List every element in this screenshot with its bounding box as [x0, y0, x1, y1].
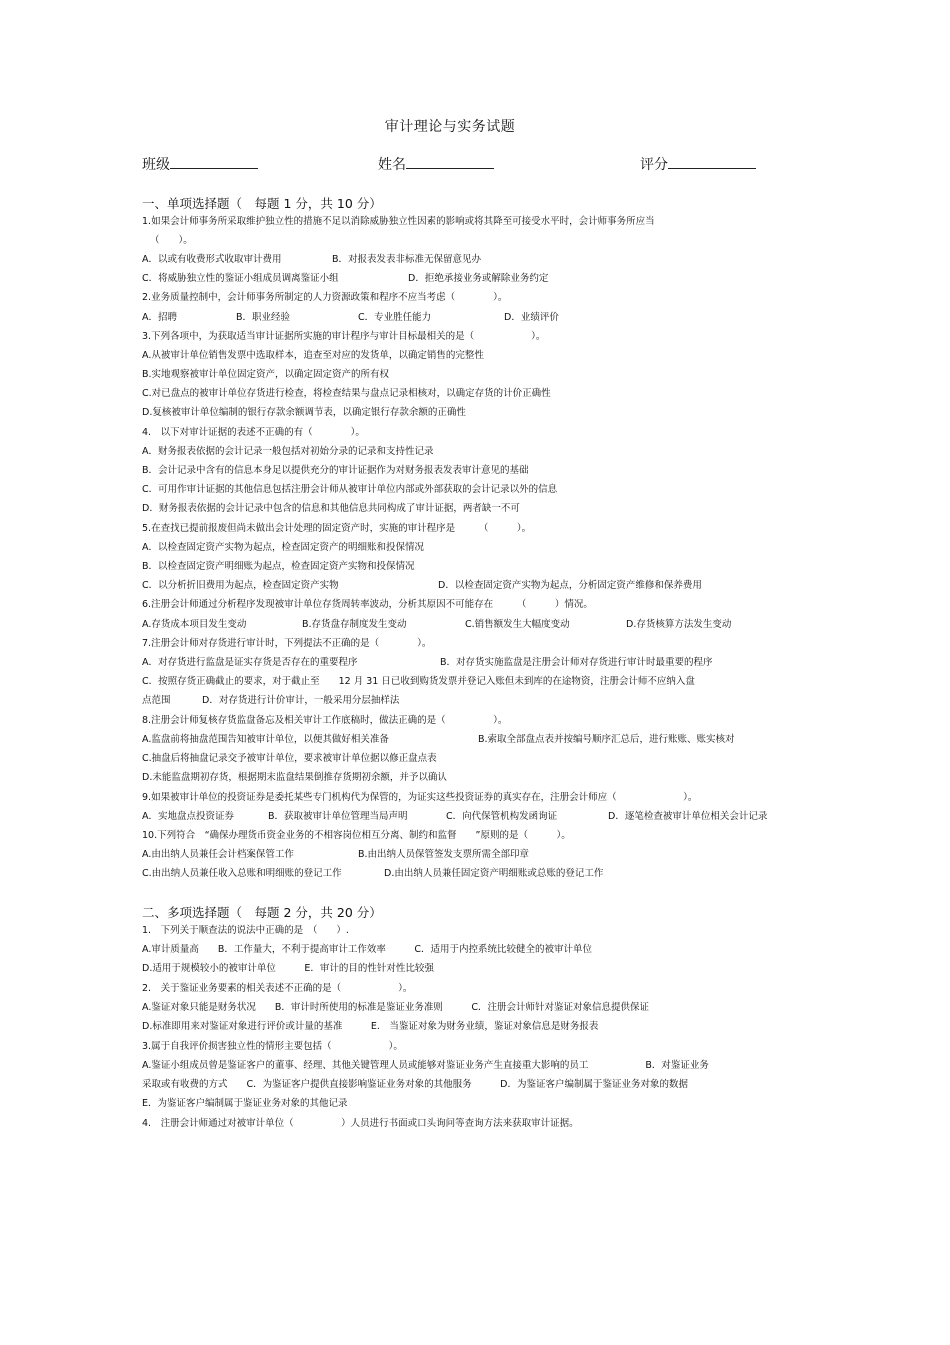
option-d: D．逐笔检查被审计单位相关会计记录 [608, 811, 768, 822]
option-row: 采取或有收费的方式 C．为鉴证客户提供直接影响鉴证业务对象的其他服务 D．为鉴证客户编制属于鉴证业务对象的数据 [142, 1079, 688, 1090]
option-a: A.存货成本项目发生变动 [142, 619, 247, 630]
option-a: A.监盘前将抽盘范围告知被审计单位，以便其做好相关准备 [142, 734, 389, 745]
option-a: A．财务报表依据的会计记录一般包括对初始分录的记录和支持性记录 [142, 446, 434, 457]
name-field [378, 154, 494, 174]
name-label: 姓名 [378, 157, 406, 173]
option-row: D.标准即用来对鉴证对象进行评价或计量的基准 E. 当鉴证对象为财务业绩，鉴证对象信息是财务报表 [142, 1021, 599, 1032]
option-a: A．对存货进行监盘是证实存货是否存在的重要程序 [142, 657, 358, 668]
option-c: C．将威胁独立性的鉴证小组成员调离鉴证小组 [142, 273, 339, 284]
option-c: C.对已盘点的被审计单位存货进行检查，将检查结果与盘点记录相核对，以确定存货的计价正确性 [142, 388, 551, 399]
option-b: B．以检查固定资产明细账为起点，检查固定资产实物和投保情况 [142, 561, 415, 572]
option-d: D．对存货进行计价审计，一般采用分层抽样法 [202, 695, 400, 706]
option-a: A.由出纳人员兼任会计档案保管工作 [142, 849, 294, 860]
option-row: D.适用于规模较小的被审计单位 E．审计的目的性针对性比较强 [142, 963, 434, 974]
option-a: A．招聘 [142, 312, 177, 323]
question-stem: 4. 注册会计师通过对被审计单位（ ）人员进行书面或口头询问等查询方法来获取审计证据。 [142, 1118, 579, 1129]
option-b: B．对报表发表非标准无保留意见办 [332, 254, 482, 265]
question-stem: 7.注册会计师对存货进行审计时，下列提法不正确的是（ ）。 [142, 638, 432, 649]
section-1-title: 一、单项选择题（ 每题 1 分，共 10 分） [142, 196, 382, 211]
score-field [640, 154, 756, 174]
question-stem: 9.如果被审计单位的投资证券是委托某些专门机构代为保管的，为证实这些投资证券的真实存在，注册会计师应（ ）。 [142, 792, 698, 803]
option-d: D．拒绝承接业务或解除业务约定 [408, 273, 549, 284]
option-b: B．对存货实施监盘是注册会计师对存货进行审计时最重要的程序 [440, 657, 713, 668]
class-label: 班级 [142, 157, 170, 173]
score-blank [668, 154, 756, 169]
option-c-cont: 点范围 [142, 695, 171, 706]
option-a: A．实地盘点投资证券 [142, 811, 234, 822]
question-stem: 1.如果会计师事务所采取维护独立性的措施不足以消除威胁独立性因素的影响或将其降至可接受水平时，会计师事务所应当 [142, 216, 655, 227]
option-row: E．为鉴证客户编制属于鉴证业务对象的其他记录 [142, 1098, 348, 1109]
option-b: B．获取被审计单位管理当局声明 [268, 811, 408, 822]
option-c: C.抽盘后将抽盘记录交予被审计单位，要求被审计单位据以修正盘点表 [142, 753, 437, 764]
option-b: B.存货盘存制度发生变动 [302, 619, 407, 630]
option-b: B.实地观察被审计单位固定资产，以确定固定资产的所有权 [142, 369, 390, 380]
option-a: A．以检查固定资产实物为起点，检查固定资产的明细账和投保情况 [142, 542, 424, 553]
question-stem: 3.属于自我评价损害独立性的情形主要包括（ ）。 [142, 1041, 403, 1052]
option-c: C．向代保管机构发函询证 [446, 811, 558, 822]
option-b: B．职业经验 [236, 312, 291, 323]
option-d: D．财务报表依据的会计记录中包含的信息和其他信息共同构成了审计证据，两者缺一不可 [142, 503, 520, 514]
question-stem: 3.下列各项中，为获取适当审计证据所实施的审计程序与审计目标最相关的是（ ）。 [142, 331, 546, 342]
question-stem: 1. 下列关于顺查法的说法中正确的是 （ ）. [142, 925, 349, 936]
option-d: D.由出纳人员兼任固定资产明细账或总账的登记工作 [384, 868, 604, 879]
question-stem: 4. 以下对审计证据的表述不正确的有（ ）。 [142, 427, 365, 438]
option-c: C．按照存货正确截止的要求，对于截止至 12 月 31 日已收到购货发票并登记入账但未到库的在途物资，注册会计师不应纳入盘 [142, 676, 695, 687]
question-stem: 5.在查找已提前报废但尚未做出会计处理的固定资产时，实施的审计程序是 （ ）。 [142, 523, 532, 534]
option-b: B.索取全部盘点表并按编号顺序汇总后，进行账账、账实核对 [478, 734, 735, 745]
option-c: C．专业胜任能力 [358, 312, 432, 323]
option-c: C.由出纳人员兼任收入总账和明细账的登记工作 [142, 868, 342, 879]
option-d: D．以检查固定资产实物为起点，分析固定资产维修和保养费用 [438, 580, 702, 591]
option-d: D.存货核算方法发生变动 [626, 619, 732, 630]
option-b: B．会计记录中含有的信息本身足以提供充分的审计证据作为对财务报表发表审计意见的基础 [142, 465, 529, 476]
option-b: B.由出纳人员保管签发支票所需全部印章 [358, 849, 530, 860]
section-2-title: 二、多项选择题（ 每题 2 分，共 20 分） [142, 905, 382, 920]
option-row: A.鉴证小组成员曾是鉴证客户的董事、经理、其他关键管理人员或能够对鉴证业务产生直接重大影响的员工 B．对鉴证业务 [142, 1060, 709, 1071]
option-c: C．以分析折旧费用为起点，检查固定资产实物 [142, 580, 339, 591]
option-c: C.销售额发生大幅度变动 [465, 619, 570, 630]
question-stem: 8.注册会计师复核存货监盘备忘及相关审计工作底稿时，做法正确的是（ ）。 [142, 715, 508, 726]
page-title: 审计理论与实务试题 [384, 119, 516, 135]
option-row: A.鉴证对象只能是财务状况 B．审计时所使用的标准是鉴证业务准则 C．注册会计师针对鉴证对象信息提供保证 [142, 1002, 650, 1013]
class-field [142, 154, 258, 174]
option-a: A．以或有收费形式收取审计费用 [142, 254, 282, 265]
question-stem: 2.业务质量控制中，会计师事务所制定的人力资源政策和程序不应当考虑（ ）。 [142, 292, 508, 303]
option-d: D．业绩评价 [504, 312, 559, 323]
option-c: C．可用作审计证据的其他信息包括注册会计师从被审计单位内部或外部获取的会计记录以外的信息 [142, 484, 558, 495]
option-a: A.从被审计单位销售发票中选取样本，追查至对应的发货单，以确定销售的完整性 [142, 350, 484, 361]
option-row: A.审计质量高 B．工作量大，不利于提高审计工作效率 C．适用于内控系统比较健全的被审计单位 [142, 944, 593, 955]
class-blank [170, 154, 258, 169]
option-d: D.复核被审计单位编制的银行存款余额调节表，以确定银行存款余额的正确性 [142, 407, 466, 418]
question-stem: 6.注册会计师通过分析程序发现被审计单位存货周转率波动，分析其原因不可能存在 （ ）情况。 [142, 599, 593, 610]
question-stem-cont: （ ）。 [150, 235, 193, 246]
score-label: 评分 [640, 157, 668, 173]
name-blank [406, 154, 494, 169]
question-stem: 10.下列符合 “确保办理货币资金业务的不相容岗位相互分离、制约和监督 ”原则的是（ ）。 [142, 830, 571, 841]
question-stem: 2. 关于鉴证业务要素的相关表述不正确的是（ ）。 [142, 983, 413, 994]
option-d: D.未能监盘期初存货，根据期末监盘结果倒推存货期初余额，并予以确认 [142, 772, 447, 783]
